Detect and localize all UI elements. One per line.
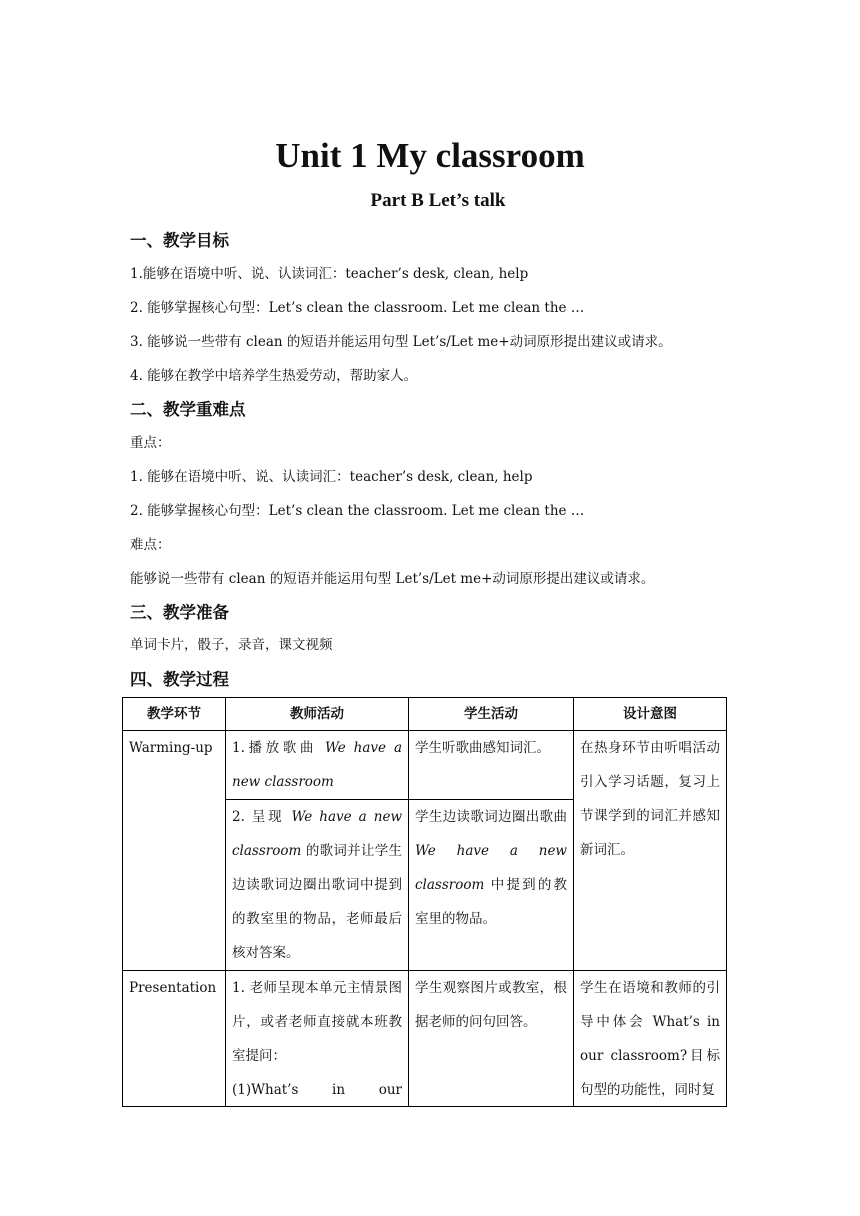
table-row <box>123 971 727 1107</box>
song-title: We have a new classroom <box>232 740 402 790</box>
student-activity-text: 学生边读歌词边圈出歌曲 <box>415 809 567 825</box>
student-activity-text: 学生观察图片或教室，根据老师的问句回答。 <box>415 980 567 1030</box>
teacher-activity-cell <box>226 971 409 1107</box>
design-intent-wrap <box>580 971 720 1106</box>
column-header-student: 学生活动 <box>409 698 574 731</box>
student-activity-wrap <box>415 971 567 1106</box>
stage-cell-warmup: Warming-up <box>123 731 226 971</box>
key-label: 重点： <box>130 435 171 451</box>
document-title: Unit 1 My classroom <box>275 136 585 175</box>
objective-item-4: 4. 能够在教学中培养学生热爱劳动，帮助家人。 <box>130 368 418 384</box>
key-item-1: 1. 能够在语境中听、说、认读词汇：teacher’s desk, clean, help <box>130 469 533 485</box>
table-row <box>123 731 727 800</box>
section-heading-objectives: 一、教学目标 <box>130 231 229 250</box>
teacher-question: (1)What’s in our <box>232 1082 402 1098</box>
column-header-teacher: 教师活动 <box>226 698 409 731</box>
document-subtitle: Part B Let’s talk <box>370 190 506 211</box>
design-intent-cell <box>574 971 727 1107</box>
section-heading-key-points: 二、教学重难点 <box>130 400 246 419</box>
teacher-activity-cell <box>226 731 409 800</box>
design-intent-cell: 在热身环节由听唱活动引入学习话题，复习上节课学到的词汇并感知新词汇。 <box>574 731 727 971</box>
song-title: We have a new classroom <box>415 843 567 893</box>
teacher-activity-text: 2. 呈现 <box>232 809 292 825</box>
difficult-item: 能够说一些带有 clean 的短语并能运用句型 Let’s/Let me+动词原形提出建议或请求。 <box>130 571 655 587</box>
objective-item-1: 1.能够在语境中听、说、认读词汇：teacher’s desk, clean, help <box>130 266 529 282</box>
section-heading-process: 四、教学过程 <box>130 670 229 689</box>
song-title: We have a new classroom <box>232 809 402 859</box>
student-activity-cell: 学生听歌曲感知词汇。 <box>409 731 574 800</box>
difficult-label: 难点： <box>130 537 171 553</box>
objective-item-2: 2. 能够掌握核心句型：Let’s clean the classroom. Let me clean the … <box>130 300 585 316</box>
student-activity-cell <box>409 971 574 1107</box>
student-activity-cell <box>409 800 574 971</box>
teacher-activity-text: 的歌词并让学生边读歌词边圈出歌词中提到的教室里的物品，老师最后核对答案。 <box>232 843 402 961</box>
teacher-activity-wrap <box>232 971 402 1106</box>
key-item-2: 2. 能够掌握核心句型：Let’s clean the classroom. Let me clean the … <box>130 503 585 519</box>
design-intent-text: 学生在语境和教师的引导中体会 What’s in our classroom?目标句型的功能性，同时复 <box>580 980 720 1098</box>
teaching-process-table <box>122 697 727 1107</box>
objective-item-3: 3. 能够说一些带有 clean 的短语并能运用句型 Let’s/Let me+动词原形提出建议或请求。 <box>130 334 672 350</box>
student-activity-text: 中提到的教室里的物品。 <box>415 877 567 927</box>
section-heading-preparation: 三、教学准备 <box>130 603 229 622</box>
teacher-activity-text: 1.播放歌曲 <box>232 740 325 756</box>
column-header-stage: 教学环节 <box>123 698 226 731</box>
preparation-text: 单词卡片，骰子，录音，课文视频 <box>130 637 333 653</box>
teacher-activity-cell <box>226 800 409 971</box>
table-header-row <box>123 698 727 731</box>
teacher-activity-text: 1. 老师呈现本单元主情景图片，或者老师直接就本班教室提问： <box>232 980 402 1064</box>
stage-cell-presentation: Presentation <box>123 971 226 1107</box>
column-header-intent: 设计意图 <box>574 698 727 731</box>
